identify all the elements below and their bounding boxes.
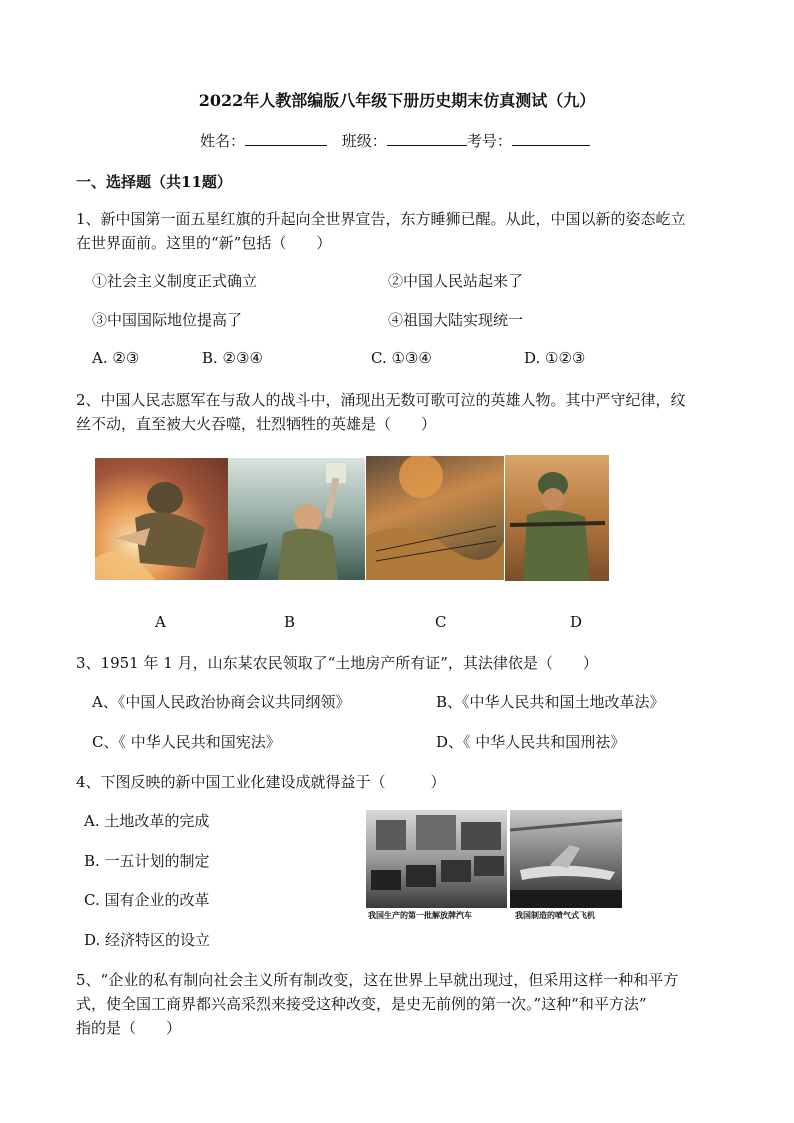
class-blank[interactable] (387, 131, 467, 146)
q1-option-c[interactable]: C. ①③④ (371, 349, 432, 367)
hero-label-c: C (435, 613, 447, 631)
name-blank[interactable] (245, 131, 327, 146)
q3-stem: 3、1951 年 1 月，山东某农民领取了“土地房产所有证”，其法律依是（ ） (76, 654, 598, 672)
q1-option-a[interactable]: A. ②③ (92, 349, 140, 367)
hero-image-b[interactable] (228, 458, 365, 580)
q3-option-c[interactable]: C、《 中华人民共和国宪法》 (92, 733, 281, 751)
class-label: 班级： (341, 132, 387, 150)
q3-option-b[interactable]: B、《中华人民共和国土地改革法》 (436, 693, 665, 711)
q4-option-d[interactable]: D. 经济特区的设立 (84, 931, 211, 949)
page-title: 2022年人教部编版八年级下册历史期末仿真测试（九） (198, 91, 596, 110)
truck-convoy-icon (366, 810, 507, 908)
q1-item: ②中国人民站起来了 (388, 272, 524, 290)
q2-stem-line: 丝不动，直至被大火吞噬，壮烈牺牲的英雄是（ ） (76, 415, 437, 433)
q1-option-d[interactable]: D. ①②③ (524, 349, 586, 367)
q5-stem-line: 指的是（ ） (76, 1019, 182, 1037)
q4-stem: 4、下图反映的新中国工业化建设成就得益于（ ） (76, 773, 446, 791)
jet-photo[interactable] (510, 810, 622, 908)
hero-image-c[interactable] (366, 456, 504, 580)
q1-item: ①社会主义制度正式确立 (92, 272, 258, 290)
hero-image-a[interactable] (95, 458, 228, 580)
hero-figure-c-icon (366, 456, 504, 580)
q2-stem (76, 388, 726, 436)
exam-label: 考号： (466, 132, 512, 150)
q1-item: ④祖国大陆实现统一 (388, 311, 524, 329)
q4-option-b[interactable]: B. 一五计划的制定 (84, 852, 210, 870)
q4-option-a[interactable]: A. 土地改革的完成 (84, 812, 210, 830)
q1-stem (76, 207, 726, 255)
exam-blank[interactable] (512, 131, 590, 146)
student-info-line (200, 130, 590, 151)
hero-image-d[interactable] (505, 455, 609, 581)
q5-stem (76, 968, 726, 1040)
q1-stem-line: 在世界面前。这里的“新”包括（ ） (76, 234, 332, 252)
hero-figure-b-icon (228, 458, 365, 580)
q1-option-b[interactable]: B. ②③④ (202, 349, 263, 367)
q5-stem-line: 5、“企业的私有制向社会主义所有制改变，这在世界上早就出现过，但采用这样一种和平方 (76, 971, 679, 989)
q4-option-c[interactable]: C. 国有企业的改革 (84, 891, 210, 909)
trucks-caption: 我国生产的第一批解放牌汽车 (368, 910, 472, 920)
hero-figure-a-icon (95, 458, 228, 580)
name-label: 姓名： (200, 132, 246, 150)
hero-label-b: B (284, 613, 296, 631)
trucks-photo[interactable] (366, 810, 507, 908)
hero-figure-d-icon (505, 455, 609, 581)
hero-label-d: D (570, 613, 583, 631)
q5-stem-line: 式，使全国工商界都兴高采烈来接受这种改变，是史无前例的第一次。”这种“和平方法” (76, 995, 647, 1013)
hero-label-a: A (155, 613, 166, 631)
q3-option-a[interactable]: A、《中国人民政治协商会议共同纲领》 (92, 693, 351, 711)
jet-caption: 我国制造的喷气式飞机 (515, 910, 595, 920)
q1-item: ③中国国际地位提高了 (92, 311, 243, 329)
jet-plane-icon (510, 810, 622, 908)
section-heading: 一、选择题（共11题） (76, 173, 232, 191)
q2-stem-line: 2、中国人民志愿军在与敌人的战斗中，涌现出无数可歌可泣的英雄人物。其中严守纪律，纹 (76, 391, 686, 409)
q3-option-d[interactable]: D、《 中华人民共和国刑祛》 (436, 733, 626, 751)
q1-stem-line: 1、新中国第一面五星红旗的升起向全世界宣告，东方睡狮已醒。从此，中国以新的姿态屹立 (76, 210, 686, 228)
